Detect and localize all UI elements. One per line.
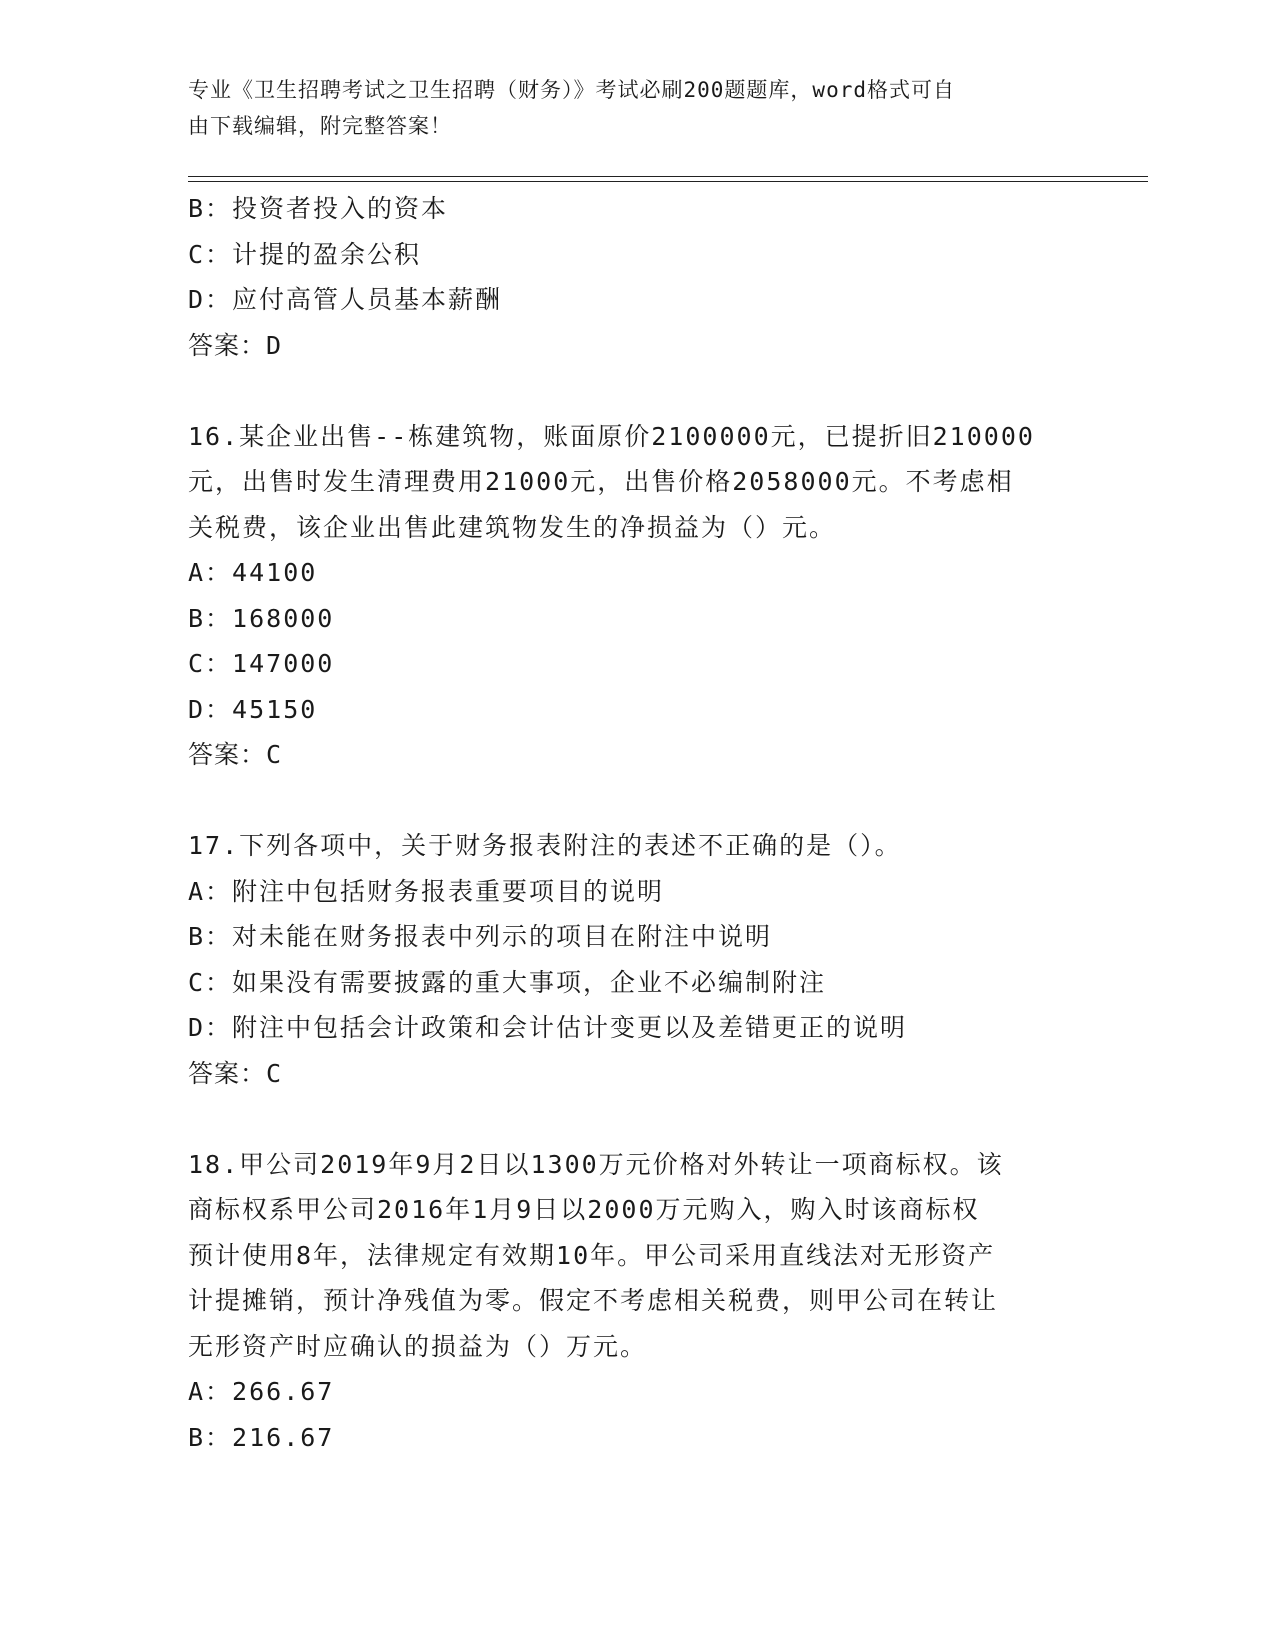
option-a: A：44100	[188, 558, 318, 587]
option-b: B：168000	[188, 603, 335, 633]
question-text-line: 16.某企业出售--栋建筑物，账面原价2100000元，已提折旧210000	[188, 421, 1035, 451]
option-c: C：如果没有需要披露的重大事项，企业不必编制附注	[188, 967, 827, 997]
header-line-2: 由下载编辑，附完整答案！	[188, 114, 452, 138]
question-content	[188, 186, 1088, 1460]
option-c: C：计提的盈余公积	[188, 239, 422, 269]
answer-line	[188, 732, 1088, 778]
question-text-line: 元，出售时发生清理费用21000元，出售价格2058000元。不考虑相	[188, 467, 1014, 496]
question-18	[188, 1142, 1088, 1461]
question-spacer	[188, 368, 1088, 414]
question-spacer	[188, 778, 1088, 824]
answer-line	[188, 323, 1088, 369]
answer-value: C	[266, 1058, 284, 1088]
question-text-line: 预计使用8年，法律规定有效期10年。甲公司采用直线法对无形资产	[188, 1240, 996, 1270]
option-d: D：附注中包括会计政策和会计估计变更以及差错更正的说明	[188, 1013, 908, 1042]
option-b: B：对未能在财务报表中列示的项目在附注中说明	[188, 922, 773, 951]
option-a: A：266.67	[188, 1377, 335, 1406]
option-a: A：附注中包括财务报表重要项目的说明	[188, 876, 665, 906]
header-divider-top	[188, 176, 1148, 177]
answer-value: C	[266, 740, 284, 769]
header-divider-bottom	[188, 181, 1148, 182]
answer-label: 答案：	[188, 1058, 267, 1088]
question-text-line: 18.甲公司2019年9月2日以1300万元价格对外转让一项商标权。该	[188, 1149, 1004, 1179]
header-line-1: 专业《卫生招聘考试之卫生招聘（财务）》考试必刷200题题库，word格式可自	[188, 78, 955, 102]
question-text-line: 关税费，该企业出售此建筑物发生的净损益为（）元。	[188, 512, 837, 542]
answer-label: 答案：	[188, 740, 267, 769]
question-spacer	[188, 1096, 1088, 1142]
question-text-line: 计提摊销，预计净残值为零。假定不考虑相关税费，则甲公司在转让	[188, 1286, 999, 1315]
answer-line	[188, 1051, 1088, 1097]
option-d: D：应付高管人员基本薪酬	[188, 285, 503, 314]
option-c: C：147000	[188, 649, 335, 678]
question-15-continued	[188, 186, 1088, 368]
answer-value: D	[266, 330, 284, 360]
question-text-line: 无形资产时应确认的损益为（）万元。	[188, 1331, 648, 1361]
option-b: B：216.67	[188, 1422, 335, 1452]
option-b: B：投资者投入的资本	[188, 194, 449, 223]
option-d: D：45150	[188, 694, 318, 724]
question-16	[188, 414, 1088, 778]
answer-label: 答案：	[188, 330, 267, 360]
question-17	[188, 823, 1088, 1096]
question-text-line: 17.下列各项中，关于财务报表附注的表述不正确的是（）。	[188, 831, 902, 860]
document-header	[188, 72, 1088, 144]
question-text-line: 商标权系甲公司2016年1月9日以2000万元购入，购入时该商标权	[188, 1195, 980, 1224]
